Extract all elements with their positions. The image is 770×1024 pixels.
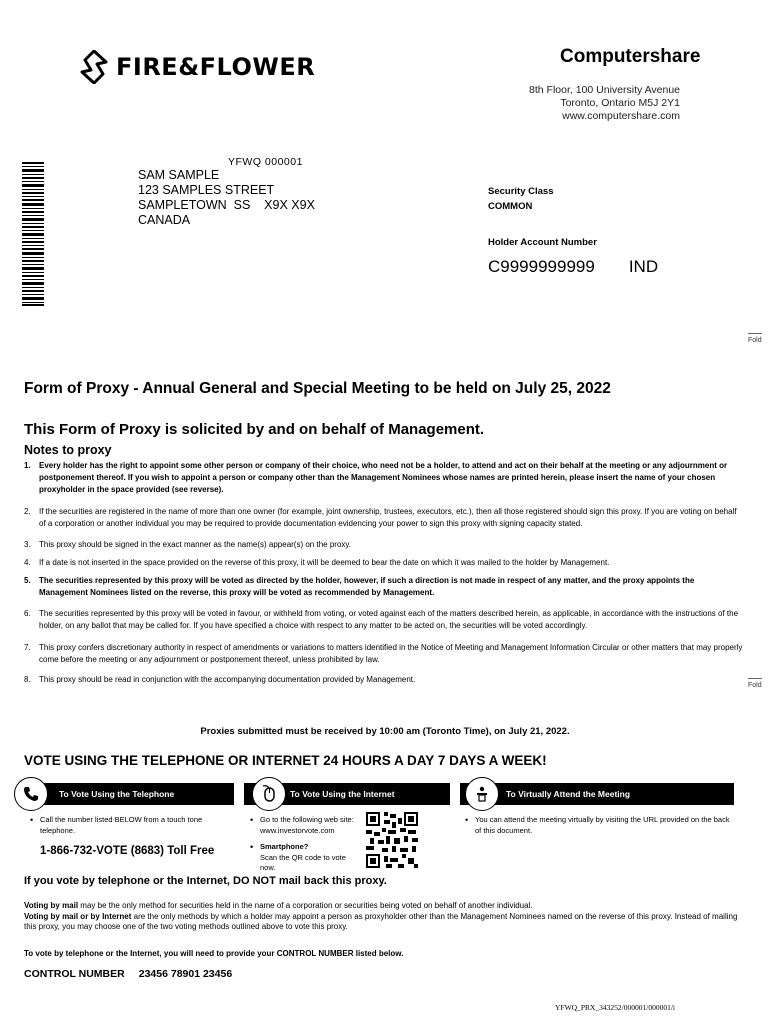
control-notice: To vote by telephone or the Internet, you will need to provide your CONTROL NUMBER listed below. [24,949,404,958]
mail-notice: If you vote by telephone or the Internet, DO NOT mail back this proxy. [24,875,387,887]
note-item [24,460,744,496]
account-number-value: C9999999999 [488,257,595,276]
note-number: 7. [24,643,31,652]
virtual-bullet-text: You can attend the meeting virtually by visiting the URL provided on the back of this document. [475,815,730,835]
security-class-value: COMMON [488,201,533,212]
footer-code: YFWQ_PRX_343252/000001/000001/i [554,1003,675,1012]
note-text: This proxy confers discretionary authority in respect of amendments or variations to matters identified in the Notice of Meeting and Management Information Circular or other matters that may properly come before the meeting or any adjournment or postponement thereof, unless prohibited by law. [39,643,743,664]
note-text: The securities represented by this proxy will be voted in favour, or withheld from voting, or voted against each of the matters described herein, as applicable, in accordance with the instructions of the holder, on any ballot that may be called for. If you have specified a choice with respect to any matter to be acted on, the securities will be voted accordingly. [39,609,739,630]
virtual-bullet [465,815,735,836]
holder-code: YFWQ 000001 [228,156,303,168]
holder-name: SAM SAMPLE [138,168,220,182]
internet-vote-label: To Vote Using the Internet [290,789,395,799]
virtual-attend-bar [460,783,734,805]
security-class [488,184,553,214]
vote-heading: VOTE USING THE TELEPHONE OR INTERNET 24 HOURS A DAY 7 DAYS A WEEK! [24,753,547,768]
form-subtitle: This Form of Proxy is solicited by and on behalf of Management. [24,421,485,438]
note-item [24,575,744,599]
fold-mark [748,678,762,689]
holder-street: 123 SAMPLES STREET [138,183,275,197]
computershare-logo: Computershare [560,46,701,67]
control-value: 23456 78901 23456 [138,968,233,980]
internet-bullet-text [260,815,354,836]
holder-city: SAMPLETOWN SS X9X X9X [138,198,315,212]
mail-line-1-bold: Voting by mail [24,901,79,910]
note-number: 1. [24,461,31,470]
account-label: Holder Account Number [488,237,597,248]
note-text: If the securities are registered in the name of more than one owner (for example, joint ownership, trustees, executors, etc.), then all those registered should sign this proxy. If you are voting on behalf of a corporation or another individual you may be required to provide documentation evidencing your power to sign this proxy with signing capacity stated. [39,507,737,528]
mail-paragraph [24,901,740,933]
note-text: If a date is not inserted in the space provided on the reverse of this proxy, it will be deemed to bear the date on which it was mailed to the holder by Management. [39,558,610,567]
mail-line-1-rest: may be the only method for securities held in the name of a corporation or securities being voted on behalf of another individual. [78,901,533,910]
fold-line [748,333,762,334]
holder-country: CANADA [138,213,191,227]
smartphone-detail: Scan the QR code to vote now. [260,852,346,872]
virtual-attend-label: To Virtually Attend the Meeting [506,789,631,799]
phone-instructions [30,815,220,836]
smartphone-text [260,842,362,874]
podium-icon [465,777,499,811]
phone-bullet [30,815,220,836]
issuer-name: FIRE&FLOWER [116,53,316,81]
bullet-dot: • [30,815,34,825]
security-class-label: Security Class [488,186,554,197]
form-title: Form of Proxy - Annual General and Special Meeting to be held on July 25, 2022 [24,380,611,397]
note-item [24,674,744,686]
proxy-deadline: Proxies submitted must be received by 10:00 am (Toronto Time), on July 21, 2022. [200,726,570,737]
bullet-dot: • [250,842,254,852]
fire-flower-mark-icon [80,50,108,84]
qr-code[interactable] [366,812,418,868]
internet-bullet [250,815,362,836]
note-number: 8. [24,675,31,684]
note-text: The securities represented by this proxy will be voted as directed by the holder, however, if such a direction is not made in respect of any matter, and the proxy appoints the Management Nominees listed on the reverse, this proxy will be voted as recommended by Management. [39,576,695,597]
agent-address-line: 8th Floor, 100 University Avenue [529,84,680,96]
control-number [24,968,232,980]
phone-bullet-text: Call the number listed BELOW from a touch tone telephone. [40,815,203,835]
bullet-dot: • [465,815,469,825]
note-number: 5. [24,576,31,585]
account-suffix: IND [628,257,659,276]
telephone-icon [14,777,48,811]
note-item [24,557,744,569]
phone-number: 1-866-732-VOTE (8683) Toll Free [40,845,215,857]
mail-line-2-bold: Voting by mail or by Internet [24,911,132,921]
note-number: 4. [24,558,31,567]
agent-address-line: www.computershare.com [562,110,680,122]
note-text: This proxy should be read in conjunction with the accompanying documentation provided by Management. [39,675,416,684]
note-number: 3. [24,540,31,549]
barcode [22,162,44,306]
fire-flower-logo [80,50,315,84]
phone-vote-bar [24,783,234,805]
virtual-instructions [465,815,735,836]
note-number: 2. [24,507,31,516]
mail-line-2 [24,912,740,933]
note-text: Every holder has the right to appoint some other person or company of their choice, who need not be a holder, to attend and act on their behalf at the meeting or any adjournment or postponement thereof. If you wish to appoint a person or company other than the Management Nominees whose names are printed herein, please insert the name of your chosen proxyholder in the space provided (see reverse). [39,461,728,494]
note-item [24,608,744,632]
internet-instructions [250,815,362,874]
mail-line-1 [24,901,740,912]
bullet-dot: • [250,815,254,825]
smartphone-bullet [250,842,362,874]
fold-label: Fold [748,682,762,689]
investorvote-url[interactable]: www.investorvote.com [260,825,335,835]
holder-address [138,168,315,228]
fold-line [748,678,762,679]
internet-bullet-label: Go to the following web site: [260,815,354,824]
note-item [24,642,744,666]
note-item [24,506,744,530]
note-item [24,539,744,551]
phone-vote-label: To Vote Using the Telephone [59,789,175,799]
agent-address-line: Toronto, Ontario M5J 2Y1 [560,97,680,109]
note-text: This proxy should be signed in the exact manner as the name(s) appear(s) on the proxy. [39,540,352,549]
fold-mark [748,333,762,344]
agent-address [529,84,680,123]
control-label: CONTROL NUMBER [24,968,125,980]
smartphone-label: Smartphone? [260,842,309,851]
note-number: 6. [24,609,31,618]
notes-title: Notes to proxy [24,443,112,457]
fold-label: Fold [748,337,762,344]
account-number [488,257,658,277]
mouse-icon [252,777,286,811]
mail-line-2-rest: are the only methods by which a holder may appoint a person as proxyholder other than the Management Nominees named on the reverse of this proxy. Instead of mailing this proxy, you may choose one of the two voting methods outlined above to vote this proxy. [24,911,738,931]
